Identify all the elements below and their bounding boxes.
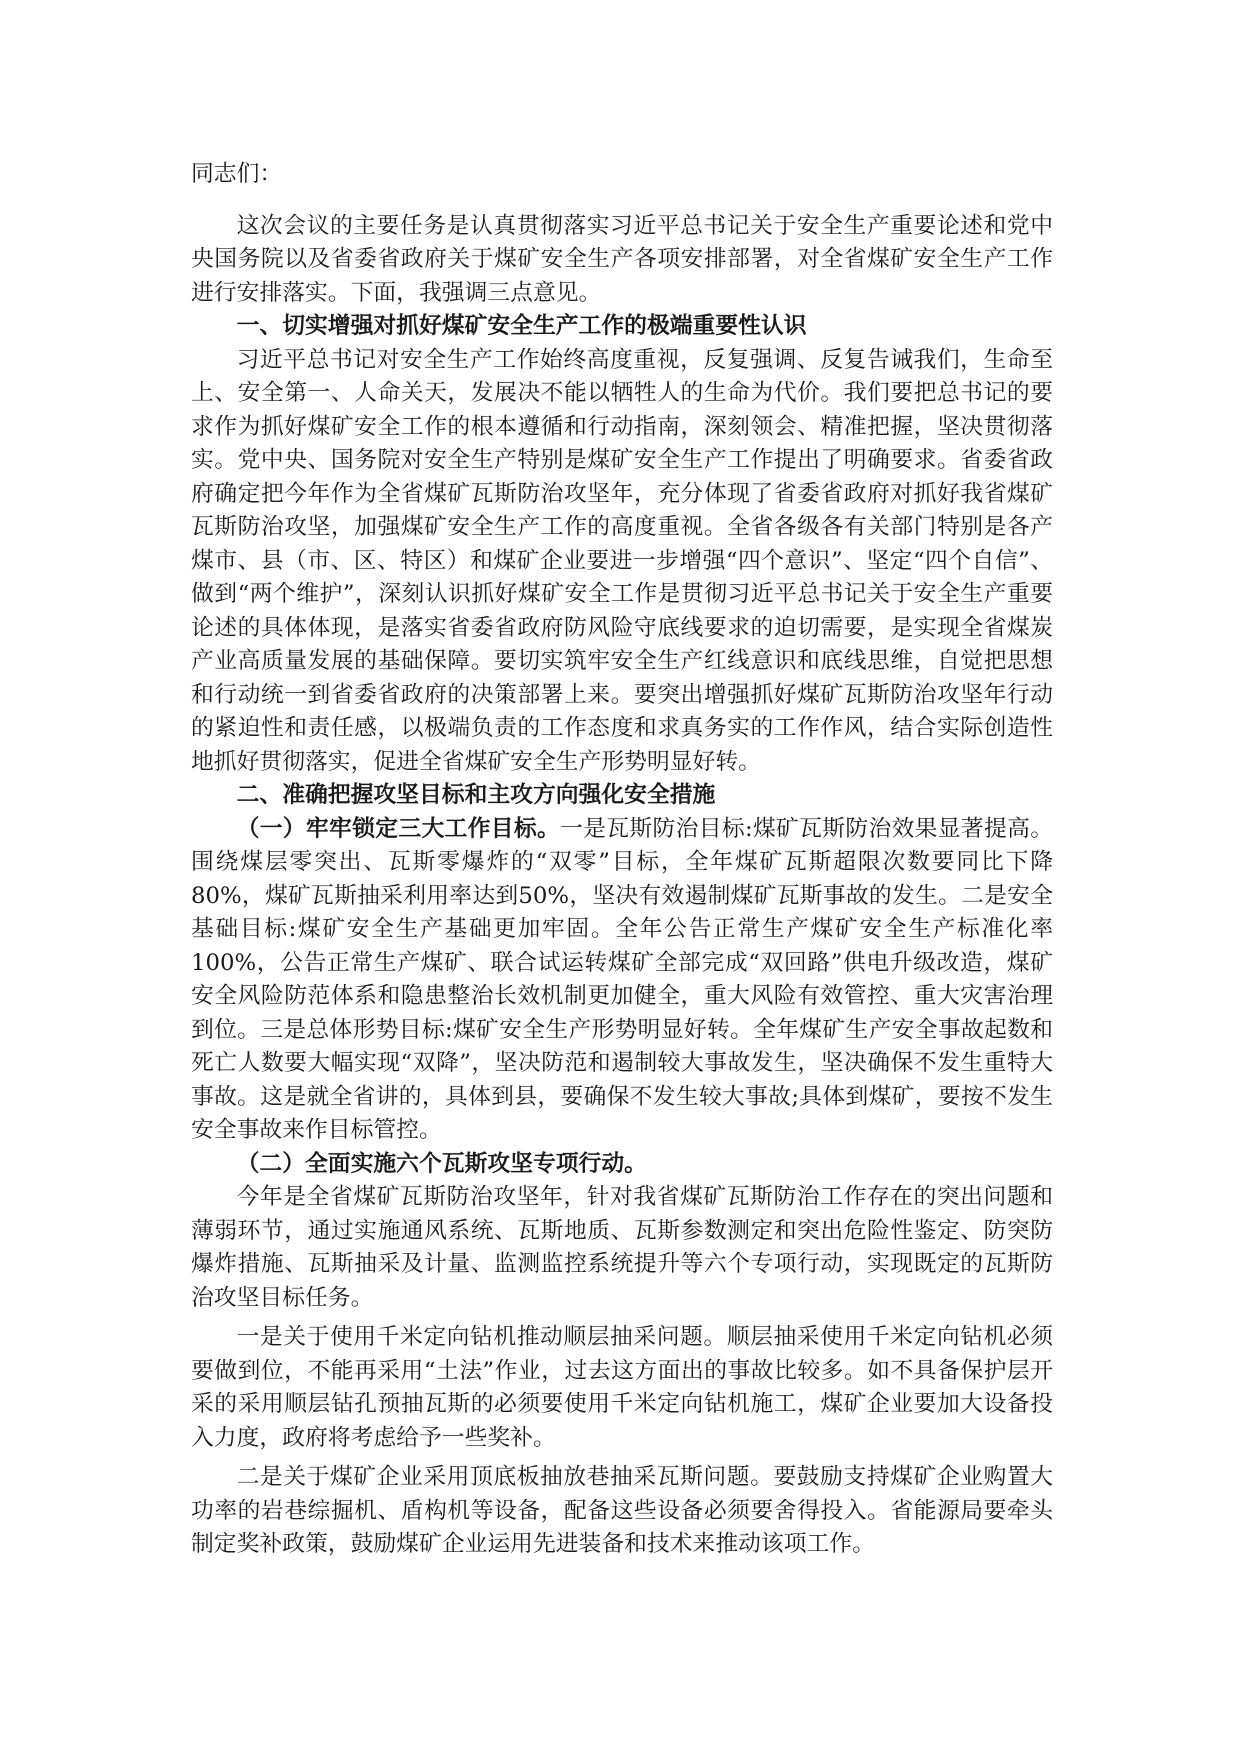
- section-1-body: 习近平总书记对安全生产工作始终高度重视，反复强调、反复告诫我们，生命至上、安全第一、人命关天，发展决不能以牺牲人的生命为代价。我们要把总书记的要求作为抓好煤矿安全工作的根本遵循和行动指南，深刻领会、精准把握，坚决贯彻落实。党中央、国务院对安全生产特别是煤矿安全生产工作提出了明确要求。省委省政府确定把今年作为全省煤矿瓦斯防治攻坚年，充分体现了省委省政府对抓好我省煤矿瓦斯防治攻坚，加强煤矿安全生产工作的高度重视。全省各级各有关部门特别是各产煤市、县（市、区、特区）和煤矿企业要进一步增强“四个意识”、坚定“四个自信”、做到“两个维护”，深刻认识抓好煤矿安全工作是贯彻习近平总书记关于安全生产重要论述的具体体现，是落实省委省政府防风险守底线要求的迫切需要，是实现全省煤炭产业高质量发展的基础保障。要切实筑牢安全生产红线意识和底线思维，自觉把思想和行动统一到省委省政府的决策部署上来。要突出增强抓好煤矿瓦斯防治攻坚年行动的紧迫性和责任感，以极端负责的工作态度和求真务实的工作作风，结合实际创造性地抓好贯彻落实，促进全省煤矿安全生产形势明显好转。: [191, 346, 1053, 775]
- salutation: 同志们：: [191, 161, 283, 187]
- subsection-2-lead: （二）全面实施六个瓦斯攻坚专项行动。: [236, 1150, 647, 1177]
- section-2-heading: 二、准确把握攻坚目标和主攻方向强化安全措施: [236, 782, 716, 808]
- subsection-1-body: 一是瓦斯防治目标:煤矿瓦斯防治效果显著提高。围绕煤层零突出、瓦斯零爆炸的“双零”目标，全年煤矿瓦斯超限次数要同比下降80%，煤矿瓦斯抽采利用率达到50%，坚决有效遏制煤矿瓦斯事故的发生。二是安全基础目标:煤矿安全生产基础更加牢固。全年公告正常生产煤矿安全生产标准化率100%，公告正常生产煤矿、联合试运转煤矿全部完成“双回路”供电升级改造，煤矿安全风险防范体系和隐患整治长效机制更加健全，重大风险有效管控、重大灾害治理到位。三是总体形势目标:煤矿安全生产形势明显好转。全年煤矿生产安全事故起数和死亡人数要大幅实现“双降”，坚决防范和遏制较大事故发生，坚决确保不发生重特大事故。这是就全省讲的，具体到县，要确保不发生较大事故;具体到煤矿，要按不发生安全事故来作目标管控。: [191, 815, 1054, 1143]
- section-1-heading: 一、切实增强对抓好煤矿安全生产工作的极端重要性认识: [236, 313, 807, 339]
- item-2-paragraph: 二是关于煤矿企业采用顶底板抽放巷抽采瓦斯问题。要鼓励支持煤矿企业购置大功率的岩巷综掘机、盾构机等设备，配备这些设备必须要舍得投入。省能源局要牵头制定奖补政策，鼓励煤矿企业运用先进装备和技术来推动该项工作。: [191, 1464, 1053, 1557]
- subsection-2-body: 今年是全省煤矿瓦斯防治攻坚年，针对我省煤矿瓦斯防治工作存在的突出问题和薄弱环节，通过实施通风系统、瓦斯地质、瓦斯参数测定和突出危险性鉴定、防突防爆炸措施、瓦斯抽采及计量、监测监控系统提升等六个专项行动，实现既定的瓦斯防治攻坚目标任务。: [191, 1184, 1053, 1311]
- intro-paragraph: 这次会议的主要任务是认真贯彻落实习近平总书记关于安全生产重要论述和党中央国务院以及省委省政府关于煤矿安全生产各项安排部署，对全省煤矿安全生产工作进行安排落实。下面，我强调三点意见。: [191, 212, 1053, 306]
- subsection-1-paragraph: [191, 813, 1053, 1148]
- item-1-paragraph: 一是关于使用千米定向钻机推动顺层抽采问题。顺层抽采使用千米定向钻机必须要做到位，不能再采用“土法”作业，过去这方面出的事故比较多。如不具备保护层开采的采用顺层钻孔预抽瓦斯的必须要使用千米定向钻机施工，煤矿企业要加大设备投入力度，政府将考虑给予一些奖补。: [191, 1324, 1053, 1451]
- document-page: [191, 158, 1053, 1562]
- subsection-1-lead: （一）牢牢锁定三大工作目标。: [236, 815, 561, 842]
